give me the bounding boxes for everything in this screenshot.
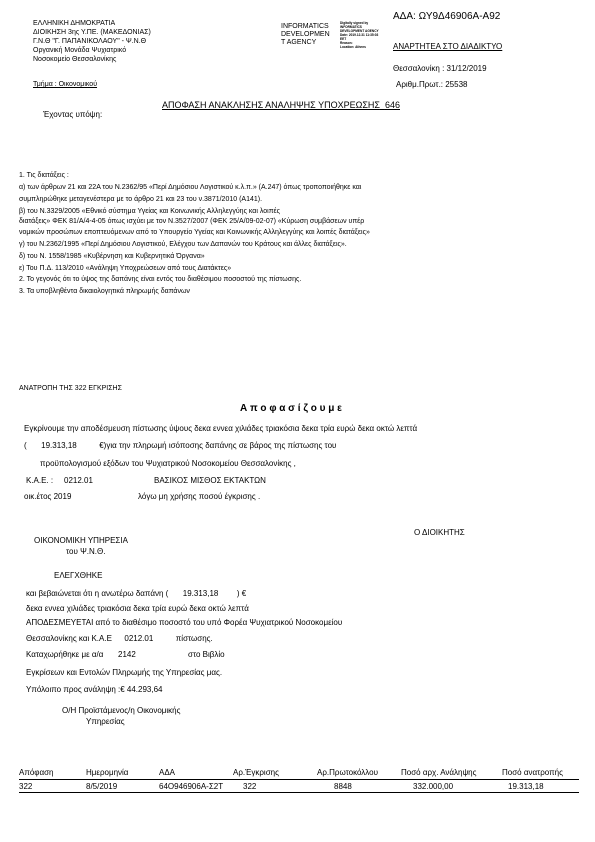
stamp-detail: INFORMATICS: [340, 25, 362, 29]
provision-line: β) του Ν.3329/2005 «Εθνικό σύστημα Υγείας και Κοινωνικής Αλληλεγγύης και λοιπές: [19, 208, 281, 215]
provision-line: νομικών προσώπων εποπτευόμενων από το Υπουργείο Υγείας και Κοινωνικής Αλληλεγγύης και λοιπές διατάξεις»: [19, 229, 370, 236]
kae-label: Κ.Α.Ε. :: [26, 476, 54, 485]
confirmation-prefix: και βεβαιώνεται ότι η ανωτέρω δαπάνη (: [26, 589, 169, 598]
provision-line: 1. Τις διατάξεις :: [19, 172, 69, 179]
authority-line: Γ.Ν.Θ "Γ. ΠΑΠΑΝΙΚΟΛΑΟΥ" - Ψ.Ν.Θ: [33, 38, 147, 45]
having-regard-label: Έχοντας υπόψη:: [43, 110, 103, 119]
cell-decision: 322: [19, 782, 33, 791]
stamp-line: T AGENCY: [281, 39, 317, 46]
provision-line: διατάξεις» ΦΕΚ 81/Α/4-4-05 όπως ισχύει με τον Ν.3527/2007 (ΦΕΚ 25/Α/09-02-07) «Κύρωση συμβάσεων υπέρ: [19, 218, 365, 225]
registered-number: 2142: [118, 650, 136, 659]
stamp-detail: DEVELOPMENT AGENCY: [340, 29, 379, 33]
cell-revoked-amount: 19.313,18: [508, 782, 544, 791]
released-line: ΑΠΟΔΕΣΜΕΥΕΤΑΙ από το διαθέσιμο ποσοστό του υπό Φορέα Ψυχιατρικού Νοσοκομείου: [26, 618, 343, 627]
provision-line: συμπληρώθηκε μεταγενέστερα με το άρθρο 21 και 23 του ν.3871/2010 (Α141).: [19, 196, 263, 203]
department-label: Τμήμα : Οικονομικού: [33, 81, 98, 88]
cell-initial-amount: 332.000,00: [413, 782, 454, 791]
table-header-revoked-amount: Ποσό ανατροπής: [502, 768, 563, 777]
authority-line: ΕΛΛΗΝΙΚΗ ΔΗΜΟΚΡΑΤΙΑ: [33, 20, 116, 27]
stamp-line: DEVELOPMEN: [281, 31, 330, 38]
place-date: Θεσσαλονίκη : 31/12/2019: [393, 64, 487, 73]
table-divider: [19, 779, 579, 780]
authority-line: ΔΙΟΙΚΗΣΗ 3ης Υ.ΠΕ. (ΜΑΚΕΔΟΝΙΑΣ): [33, 29, 151, 36]
financial-service-title: ΟΙΚΟΝΟΜΙΚΗ ΥΠΗΡΕΣΙΑ: [34, 536, 128, 545]
stamp-detail: Digitally signed by: [340, 21, 369, 25]
decision-amount: 19.313,18: [41, 441, 77, 450]
amount-in-words: δεκα εννεα χιλιάδες τριακόσια δεκα τρία ευρώ δεκα οκτώ λεπτά: [26, 604, 249, 613]
table-header-initial-amount: Ποσό αρχ. Ανάληψης: [401, 768, 477, 777]
cell-approval-no: 322: [243, 782, 257, 791]
decision-heading: Α π ο φ α σ ί ζ ο υ μ ε: [240, 403, 342, 414]
kae-code: 0212.01: [64, 476, 93, 485]
provision-line: α) των άρθρων 21 και 22Α του Ν.2362/95 «Περί Δημόσιου Λογιστικού κ.λ.π.» (Α.247) όπως τροποποιήθηκε και: [19, 184, 362, 191]
head-of-service-title: Ο/Η Προϊστάμενος/η Οικονομικής: [62, 706, 181, 715]
kae-confirmation-line: [26, 635, 213, 643]
provision-line: ε) Του Π.Δ. 113/2010 «Ανάληψη Υποχρεώσεων από τους Διατάκτες»: [19, 265, 232, 272]
cell-ada: 64Ο946906Α-Σ2Τ: [159, 782, 224, 791]
posted-online-label: ΑΝΑΡΤΗΤΕΑ ΣΤΟ ΔΙΑΔΙΚΤΥΟ: [393, 42, 503, 51]
decision-line: προϋπολογισμού εξόδων του Ψυχιατρικού Νοσοκομείου Θεσσαλονίκης ,: [40, 459, 296, 468]
stamp-detail: Location: Athens: [340, 45, 366, 49]
document-title: [162, 101, 400, 110]
stamp-detail: EET: [340, 37, 347, 41]
kae-line-prefix: Θεσσαλονίκης και Κ.Α.Ε: [26, 634, 112, 643]
provision-line: 3. Τα υποβληθέντα δικαιολογητικά πληρωμής δαπάνων: [19, 288, 190, 295]
title-number: 646: [384, 100, 400, 110]
fiscal-year: οικ.έτος 2019: [24, 492, 72, 501]
remaining-balance: Υπόλοιπο προς ανάληψη :€ 44.293,64: [26, 685, 163, 694]
cell-date: 8/5/2019: [86, 782, 118, 791]
head-of-service-subtitle: Υπηρεσίας: [86, 717, 125, 726]
table-header-date: Ημερομηνία: [86, 768, 129, 777]
stamp-detail: Reason:: [340, 41, 353, 45]
confirmation-suffix: ) €: [236, 589, 247, 598]
decision-reason: λόγω μη χρήσης ποσού έγκρισης .: [138, 492, 261, 501]
decision-line: Εγκρίνουμε την αποδέσμευση πίστωσης ύψους δεκα εννεα χιλιάδες τριακόσια δεκα τρία ευρώ δεκα οκτώ λεπτά: [24, 424, 418, 433]
stamp-line: INFORMATICS: [281, 23, 329, 30]
registered-book: στο Βιβλίο: [188, 650, 225, 659]
confirmation-amount: 19.313,18: [182, 589, 219, 598]
confirmation-line: [26, 590, 246, 598]
table-bottom-rule: [19, 792, 579, 793]
provision-line: 2. Το γεγονός ότι το ύψος της δαπάνης είναι εντός του διαθέσιμου ποσοστού της πίστωσης.: [19, 276, 302, 283]
title-text: ΑΠΟΦΑΣΗ ΑΝΑΚΛΗΣΗΣ ΑΝΑΛΗΨΗΣ ΥΠΟΧΡΕΩΣΗΣ: [162, 100, 380, 110]
authority-line: Οργανική Μονάδα Ψυχιατρικό: [33, 47, 127, 54]
protocol-number: Αριθμ.Πρωτ.: 25538: [396, 80, 468, 89]
registered-label: Καταχωρήθηκε με α/α: [26, 650, 104, 659]
cell-protocol-no: 8848: [334, 782, 352, 791]
financial-service-subtitle: του Ψ.Ν.Θ.: [66, 547, 106, 556]
kae-description: ΒΑΣΙΚΟΣ ΜΙΣΘΟΣ ΕΚΤΑΚΤΩΝ: [154, 476, 266, 485]
table-header-approval-no: Αρ.Έγκρισης: [233, 768, 279, 777]
requests-line: Εγκρίσεων και Εντολών Πληρωμής της Υπηρεσίας μας.: [26, 668, 223, 677]
kae-line-code: 0212.01: [124, 634, 154, 643]
authority-line: Νοσοκομείο Θεσσαλονίκης: [33, 56, 117, 63]
kae-line-suffix: πίστωσης.: [175, 634, 213, 643]
stamp-detail: Date: 2019.12.31 11:35:03: [340, 33, 379, 37]
revocation-note: ΑΝΑΤΡΟΠΗ ΤΗΣ 322 ΕΓΚΡΙΣΗΣ: [19, 385, 122, 392]
checked-label: ΕΛΕΓΧΘΗΚΕ: [54, 571, 103, 580]
decision-line2: €)για την πληρωμή ισόποσης δαπάνης σε βάρος της πίστωσης του: [99, 441, 337, 450]
provision-line: γ) του Ν.2362/1995 «Περί Δημόσιου Λογιστικού, Ελέγχου των Δαπανών του Κράτους και άλλες διατάξεις».: [19, 241, 347, 248]
ada-code: ΑΔΑ: ΩΥ9Δ46906Α-Α92: [393, 11, 501, 22]
director-title: Ο ΔΙΟΙΚΗΤΗΣ: [414, 528, 465, 537]
provision-line: δ) του Ν. 1558/1985 «Κυβέρνηση και Κυβερνητικά Όργανα»: [19, 253, 205, 260]
decision-amount-line: [24, 442, 336, 450]
table-header-protocol-no: Αρ.Πρωτοκόλλου: [317, 768, 378, 777]
amount-open-paren: (: [24, 441, 27, 450]
table-header-ada: ΑΔΑ: [159, 768, 176, 777]
table-header-decision: Απόφαση: [19, 768, 54, 777]
